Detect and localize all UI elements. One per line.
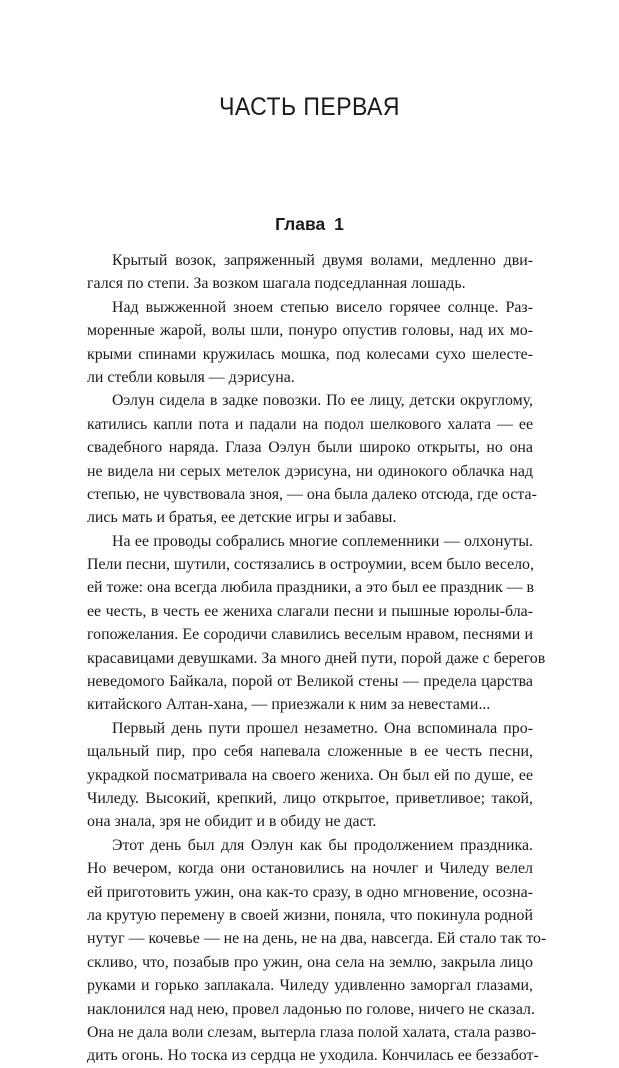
text-line: На ее проводы собрались многие соплеменники — олхонуты.: [112, 532, 533, 550]
chapter-title: Глава 1: [275, 214, 344, 234]
text-line: скливо, что, позабыв про ужин, она села на землю, закрыла лицо: [87, 953, 533, 971]
text-line: Она не дала воли слезам, вытерла глаза полой халата, стала разво-: [87, 1023, 537, 1041]
text-line: лись мать и братья, ее детские игры и забавы.: [87, 509, 397, 527]
text-line: она знала, зря не обидит и в обиду не даст.: [87, 813, 377, 831]
text-line: нутуг — кочевье — не на день, не на два, навсегда. Ей стало так то-: [87, 930, 547, 948]
text-line: ей тоже: она всегда любила праздники, а это был ее праздник — в: [87, 579, 535, 597]
text-line: украдкой посматривала на своего жениха. Он был ей по душе, ее: [87, 766, 533, 784]
text-line: ее честь, в честь ее жениха слагали песни и пышные юролы-бла-: [87, 602, 533, 620]
text-line: красавицами девушками. За много дней пути, порой даже с берегов: [87, 649, 546, 667]
text-line: ей приготовить ужин, она как-то сразу, в одно мгновение, осозна-: [87, 883, 533, 901]
text-line: ли стебли ковыля — дэрисуна.: [87, 368, 295, 386]
part-title: ЧАСТЬ ПЕРВАЯ: [219, 93, 400, 121]
text-line: дить огонь. Но тоска из сердца не уходила. Кончилась ее беззабот-: [87, 1047, 539, 1065]
text-line: Но вечером, когда они остановились на ночлег и Чиледу велел: [87, 860, 533, 878]
text-line: Этот день был для Оэлун как бы продолжением праздника.: [112, 836, 533, 854]
text-line: степью, не чувствовала зноя, — она была далеко отсюда, где оста-: [87, 485, 537, 503]
text-line: гался по степи. За возком шагала подседланная лошадь.: [87, 275, 466, 293]
text-line: Над выжженной зноем степью висело горячее солнце. Раз-: [112, 298, 533, 316]
text-line: свадебного наряда. Глаза Оэлун были широко открыты, но она: [87, 439, 533, 457]
text-line: Крытый возок, запряженный двумя волами, медленно дви-: [112, 252, 533, 269]
text-line: Первый день пути прошел незаметно. Она вспоминала про-: [112, 719, 533, 737]
text-line: наклонился над нею, провел ладонью по голове, ничего не сказал.: [87, 1000, 535, 1018]
text-line: не видела ни серых метелок дэрисуна, ни одинокого облачка над: [87, 462, 533, 480]
text-line: китайского Алтан-хана, — приезжали к ним за невестами...: [87, 696, 491, 714]
text-line: Чиледу. Высокий, крепкий, лицо открытое, приветливое; такой,: [87, 789, 533, 807]
text-line: ла крутую перемену в своей жизни, поняла, что покинула родной: [87, 906, 533, 924]
text-line: катились капли пота и падали на подол шелкового халата — ее: [87, 415, 533, 433]
text-line: руками и горько заплакала. Чиледу удивленно заморгал глазами,: [87, 977, 533, 995]
body-text: [87, 249, 547, 1068]
text-line: Пели песни, шутили, состязались в остроумии, всем было весело,: [87, 556, 534, 574]
text-line: Оэлун сидела в задке повозки. По ее лицу, детски округлому,: [112, 392, 533, 410]
text-line: моренные жарой, волы шли, понуро опустив головы, над их мо-: [87, 322, 533, 340]
text-line: крыми спинами кружилась мошка, под колесами сухо шелесте-: [87, 345, 533, 363]
text-line: гопожелания. Ее сородичи славились веселым нравом, песнями и: [87, 626, 533, 644]
text-line: неведомого Байкала, порой от Великой стены — предела царства: [87, 673, 533, 691]
text-line: щальный пир, про себя напевала сложенные в ее честь песни,: [87, 743, 533, 761]
